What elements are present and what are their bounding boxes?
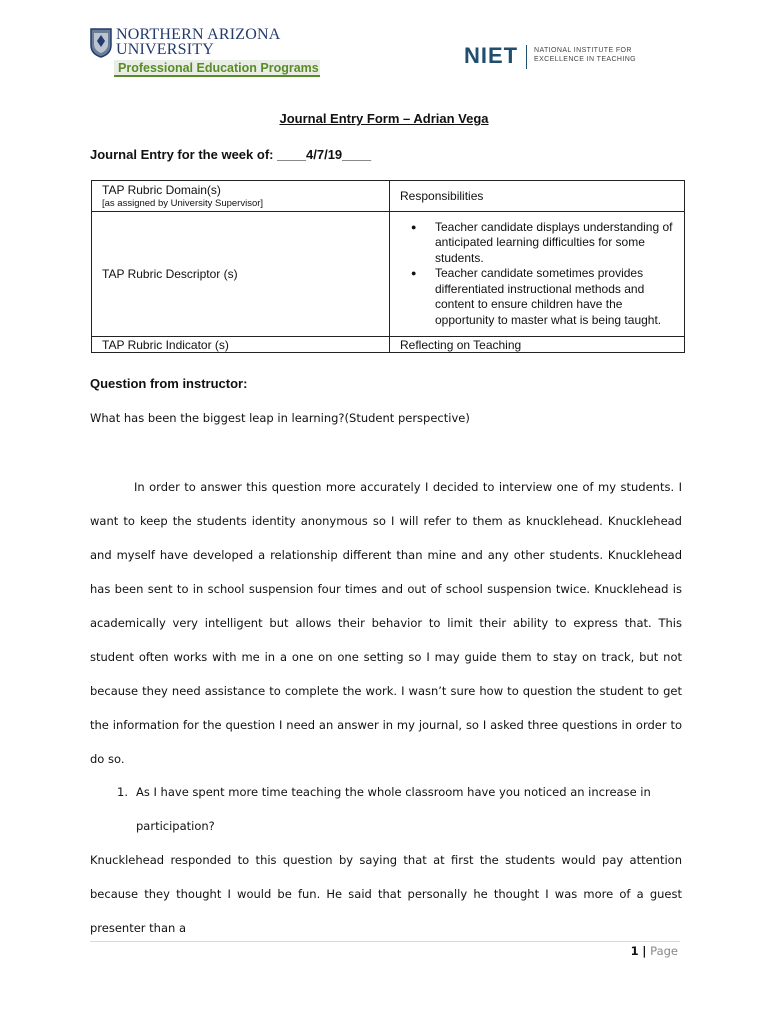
domain-value: Responsibilities <box>400 189 484 203</box>
week-line: Journal Entry for the week of: ____4/7/19____ <box>90 147 372 162</box>
page-label: Page <box>650 944 678 958</box>
nau-name-line2: UNIVERSITY <box>116 41 214 58</box>
niet-logo <box>464 43 644 73</box>
response-paragraph-1 <box>90 470 682 776</box>
rubric-table <box>91 180 685 353</box>
numbered-question-1 <box>117 775 682 843</box>
domain-label-cell <box>92 181 390 212</box>
footer-divider <box>90 941 680 942</box>
table-row <box>92 181 685 212</box>
shield-icon <box>90 28 112 58</box>
indicator-label-cell <box>92 337 390 353</box>
niet-mark: NIET <box>464 43 519 68</box>
list-number: 1. <box>117 785 128 799</box>
list-item: ● Teacher candidate sometimes provides differentiated instructional methods and content to ensure children have the opportunity to master what is being taught. <box>435 266 674 328</box>
descriptor-label: TAP Rubric Descriptor (s) <box>102 267 238 281</box>
niet-line2: EXCELLENCE IN TEACHING <box>534 56 637 63</box>
instructor-question: What has been the biggest leap in learning?(Student perspective) <box>90 411 470 425</box>
niet-line1: NATIONAL INSTITUTE FOR <box>534 47 632 54</box>
indicator-label: TAP Rubric Indicator (s) <box>102 337 229 352</box>
table-row <box>92 212 685 337</box>
domain-label: TAP Rubric Domain(s) <box>102 183 221 197</box>
paragraph-text: Knucklehead responded to this question by saying that at first the students would pay attention because they thought I would be fun. He said that personally he thought I was more of a guest presenter than a <box>90 853 682 935</box>
niet-divider <box>526 45 527 69</box>
domain-value-cell <box>390 181 685 212</box>
table-row <box>92 337 685 353</box>
paragraph-text: In order to answer this question more accurately I decided to interview one of my students. I want to keep the students identity anonymous so I will refer to them as knucklehead. Knucklehead and myself have developed a relationship different than mine and any other students. Knucklehead has been sent to in school suspension four times and out of school suspension twice. Knucklehead is academically very intelligent but allows their behavior to limit their ability to express that. This student often works with me in a one on one setting so I may guide them to stay on track, but not because they need assistance to complete the work. I wasn’t sure how to question the student to get the information for the question I need an answer in my journal, so I asked three questions in order to do so. <box>90 480 682 766</box>
response-paragraph-2 <box>90 843 682 945</box>
nau-name <box>116 27 280 57</box>
nau-name-line1: NORTHERN ARIZONA <box>116 26 281 43</box>
descriptor-value-cell <box>390 212 685 337</box>
list-item: ● Teacher candidate displays understanding of anticipated learning difficulties for some students. <box>435 220 674 267</box>
page-footer <box>631 944 678 958</box>
nau-logo <box>90 27 320 79</box>
list-text: As I have spent more time teaching the whole classroom have you noticed an increase in participation? <box>136 785 651 833</box>
descriptor-list <box>400 220 674 329</box>
question-heading: Question from instructor: <box>90 376 248 391</box>
nau-program-name: Professional Education Programs <box>118 61 319 75</box>
nau-program-rule <box>114 75 320 77</box>
indicator-value-cell <box>390 337 685 353</box>
descriptor-label-cell <box>92 212 390 337</box>
document-title: Journal Entry Form – Adrian Vega <box>279 111 489 126</box>
indicator-value: Reflecting on Teaching <box>400 337 522 352</box>
page-number: 1 <box>630 944 639 958</box>
niet-fullname <box>534 46 636 64</box>
page-separator: | <box>642 944 647 958</box>
domain-sublabel: [as assigned by University Supervisor] <box>102 198 264 209</box>
